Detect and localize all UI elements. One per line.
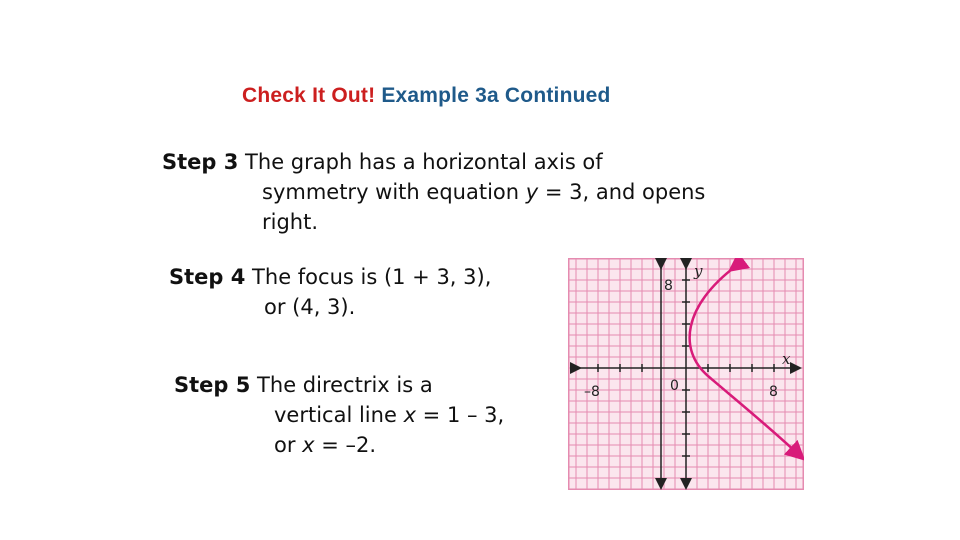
tick-label-origin: 0: [670, 378, 679, 394]
parabola-graph: [568, 258, 804, 490]
step-5-var-x1: x: [403, 403, 416, 427]
step-5-label: Step 5: [174, 373, 251, 397]
step-3-line-1: The graph has a horizontal axis of: [238, 150, 603, 174]
step-3-line-2b: = 3, and opens: [538, 180, 706, 204]
y-axis-label: y: [694, 262, 703, 280]
step-3-var-y: y: [525, 180, 539, 204]
step-4-line-2: or (4, 3).: [264, 295, 356, 319]
step-5: [174, 370, 504, 460]
step-3-line-2a: symmetry with equation: [262, 180, 526, 204]
tick-label-y-8: 8: [664, 278, 673, 294]
step-5-line-2a: vertical line: [274, 403, 404, 427]
step-5-line-3a: or: [274, 433, 303, 457]
tick-label-x-neg8: –8: [584, 384, 600, 400]
title-rest: Example 3a Continued: [375, 84, 611, 107]
step-4-label: Step 4: [169, 265, 246, 289]
title-prefix: Check It Out!: [242, 84, 376, 107]
x-axis-label: x: [782, 350, 791, 368]
step-3: [162, 147, 705, 237]
step-4: [169, 262, 491, 322]
tick-label-x-8: 8: [769, 384, 778, 400]
step-3-line-3: right.: [262, 210, 319, 234]
step-5-line-2b: = 1 – 3,: [416, 403, 505, 427]
step-5-line-3b: = –2.: [314, 433, 377, 457]
step-5-var-x2: x: [302, 433, 315, 457]
step-3-label: Step 3: [162, 150, 239, 174]
step-4-line-1: The focus is (1 + 3, 3),: [245, 265, 492, 289]
step-5-line-1: The directrix is a: [250, 373, 433, 397]
slide-title: [242, 84, 611, 108]
